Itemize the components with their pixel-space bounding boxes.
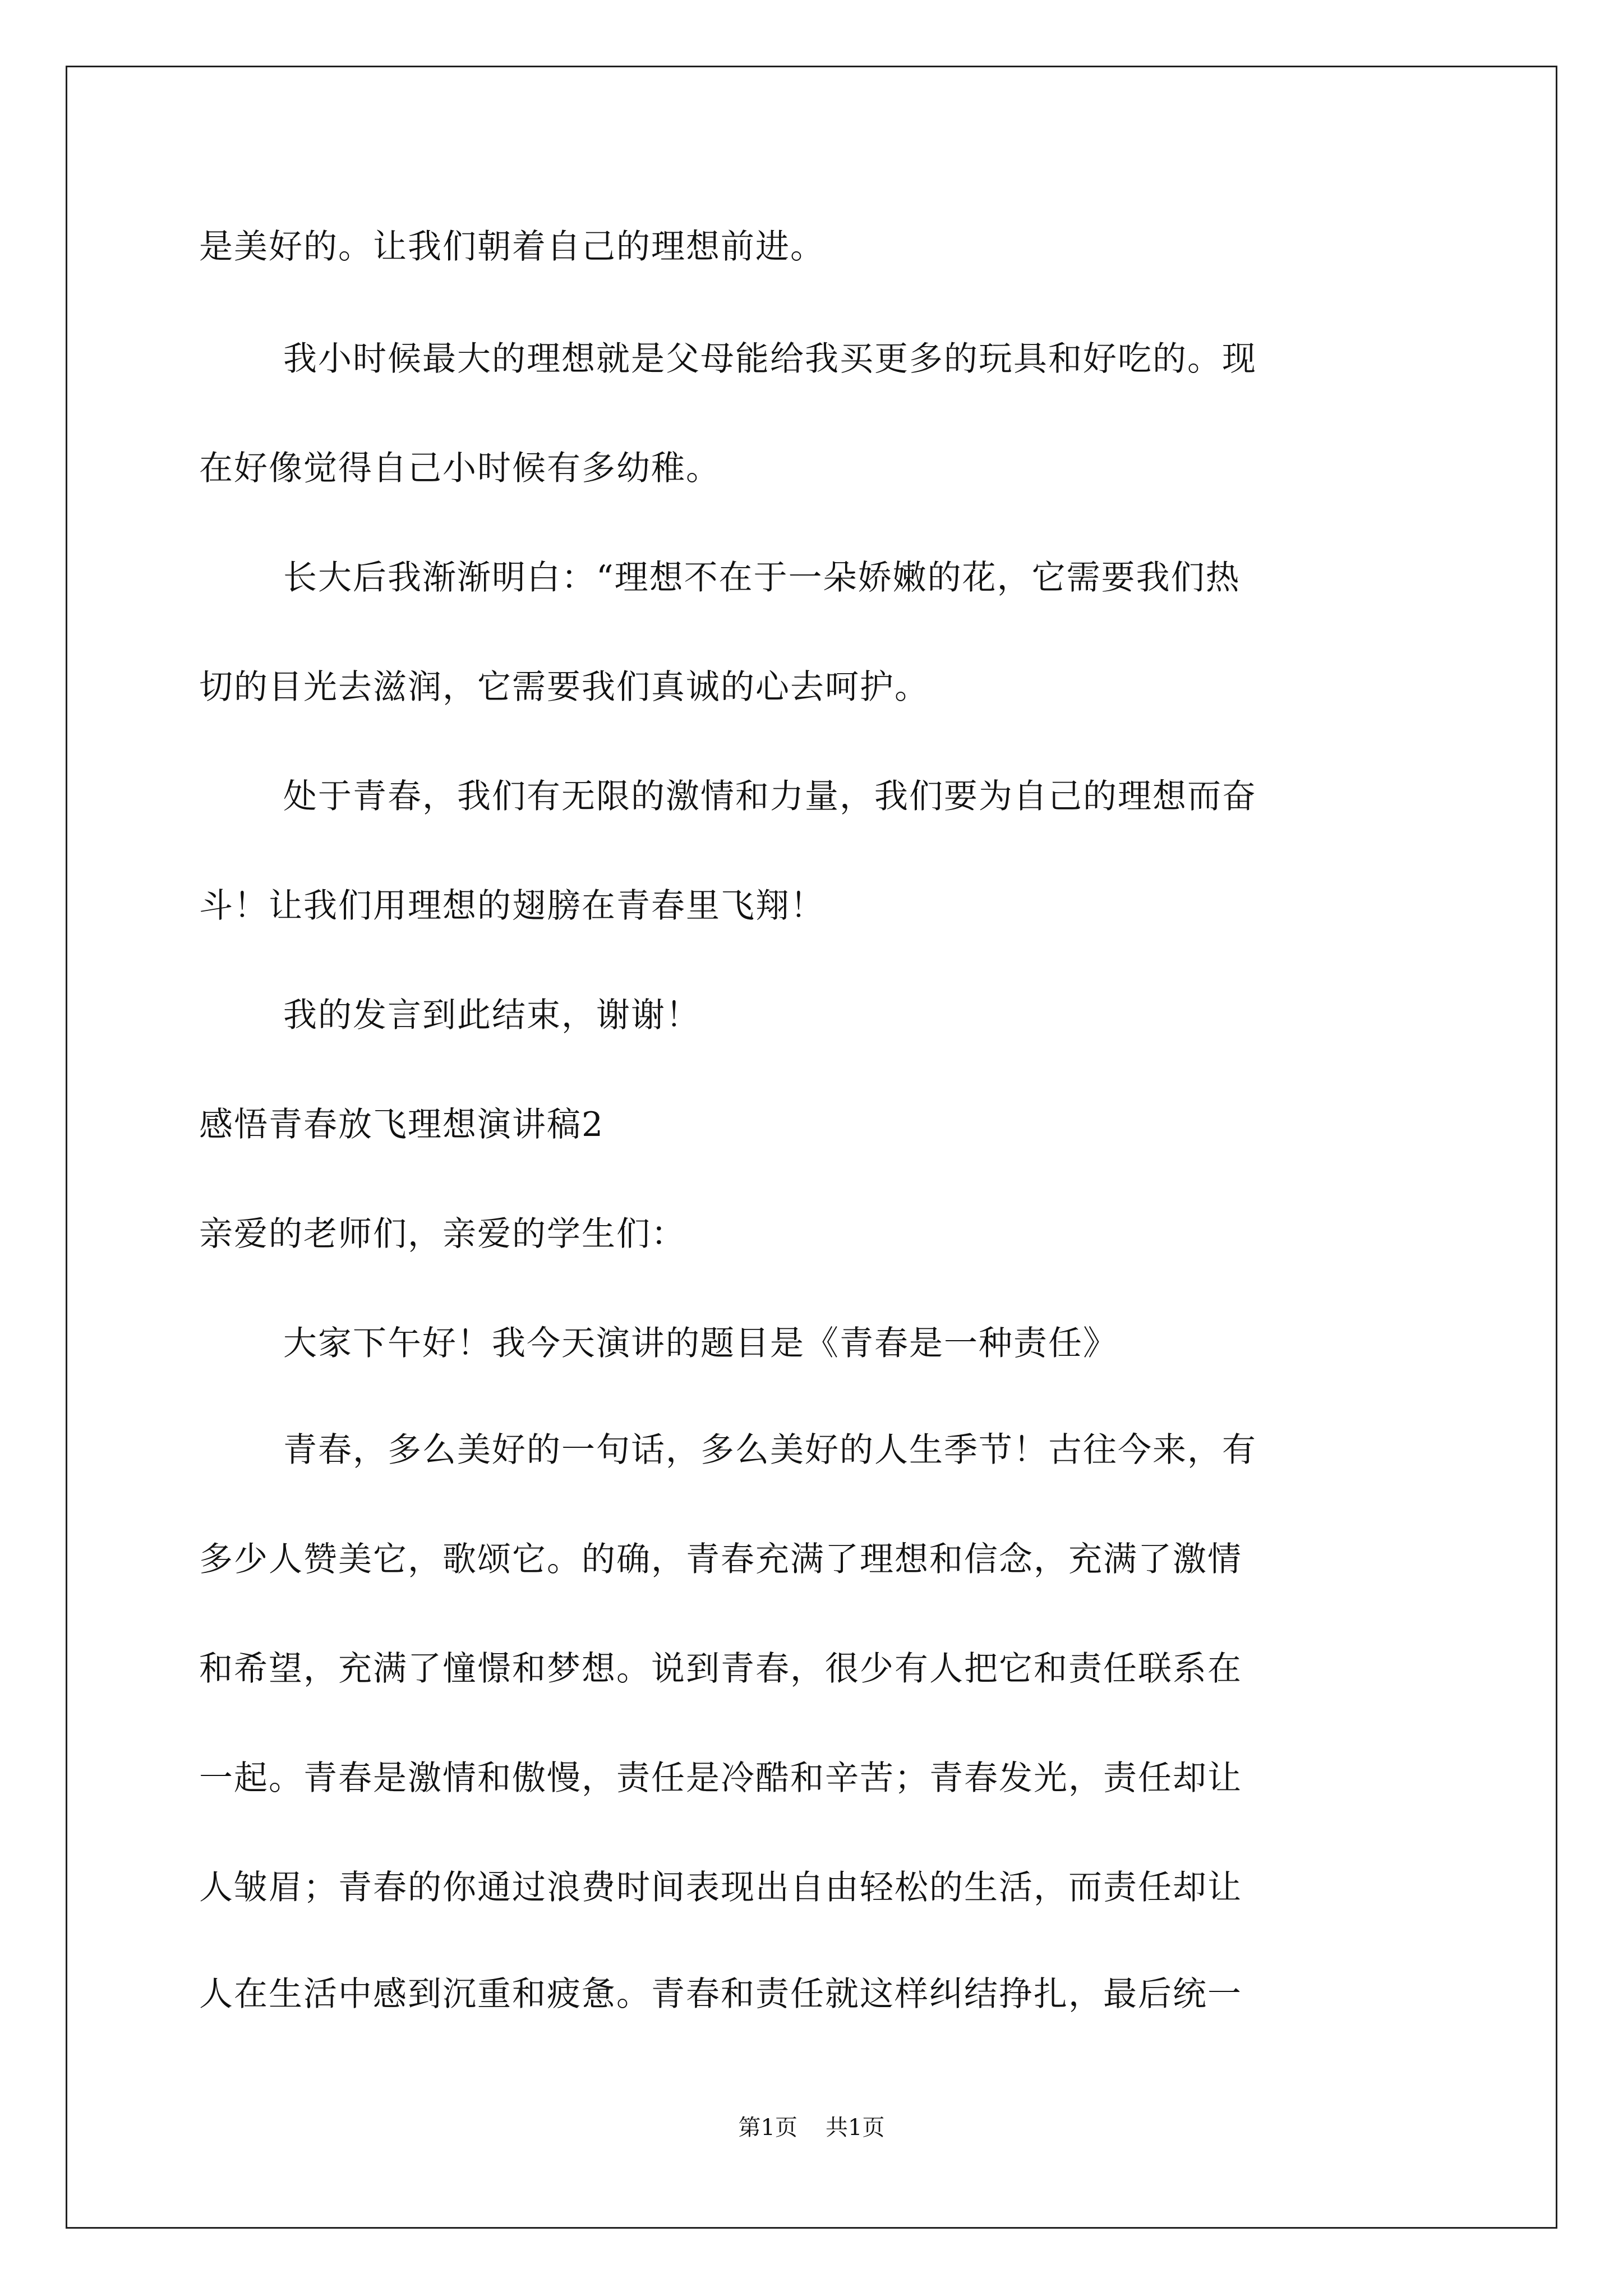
text-line: 是美好的。让我们朝着自己的理想前进。 <box>199 227 825 266</box>
text-line: 长大后我渐渐明白：“理想不在于一朵娇嫩的花，它需要我们热 <box>283 558 1241 597</box>
text-line: 大家下午好！我今天演讲的题目是《青春是一种责任》 <box>283 1324 1118 1363</box>
text-line: 多少人赞美它，歌颂它。的确，青春充满了理想和信念，充满了激情 <box>199 1540 1242 1579</box>
page-number: 第1页 <box>738 2115 797 2141</box>
text-line: 一起。青春是激情和傲慢，责任是冷酷和辛苦；青春发光，责任却让 <box>199 1759 1242 1798</box>
text-line: 人皱眉；青春的你通过浪费时间表现出自由轻松的生活，而责任却让 <box>199 1868 1242 1907</box>
salutation: 亲爱的老师们，亲爱的学生们： <box>199 1214 686 1254</box>
page-count: 共1页 <box>826 2115 885 2141</box>
page-footer <box>0 2114 1623 2142</box>
text-line: 和希望，充满了憧憬和梦想。说到青春，很少有人把它和责任联系在 <box>199 1649 1242 1688</box>
text-line: 切的目光去滋润，它需要我们真诚的心去呵护。 <box>199 668 929 707</box>
text-line: 处于青春，我们有无限的激情和力量，我们要为自己的理想而奋 <box>283 777 1257 816</box>
section-heading: 感悟青春放飞理想演讲稿2 <box>199 1105 605 1144</box>
text-line: 在好像觉得自己小时候有多幼稚。 <box>199 449 721 488</box>
text-line: 斗！让我们用理想的翅膀在青春里飞翔！ <box>199 886 825 926</box>
text-line: 我小时候最大的理想就是父母能给我买更多的玩具和好吃的。现 <box>283 339 1257 379</box>
text-line: 我的发言到此结束，谢谢！ <box>283 996 700 1035</box>
text-line: 青春，多么美好的一句话，多么美好的人生季节！古往今来，有 <box>283 1430 1257 1470</box>
text-line: 人在生活中感到沉重和疲惫。青春和责任就这样纠结挣扎，最后统一 <box>199 1975 1242 2014</box>
